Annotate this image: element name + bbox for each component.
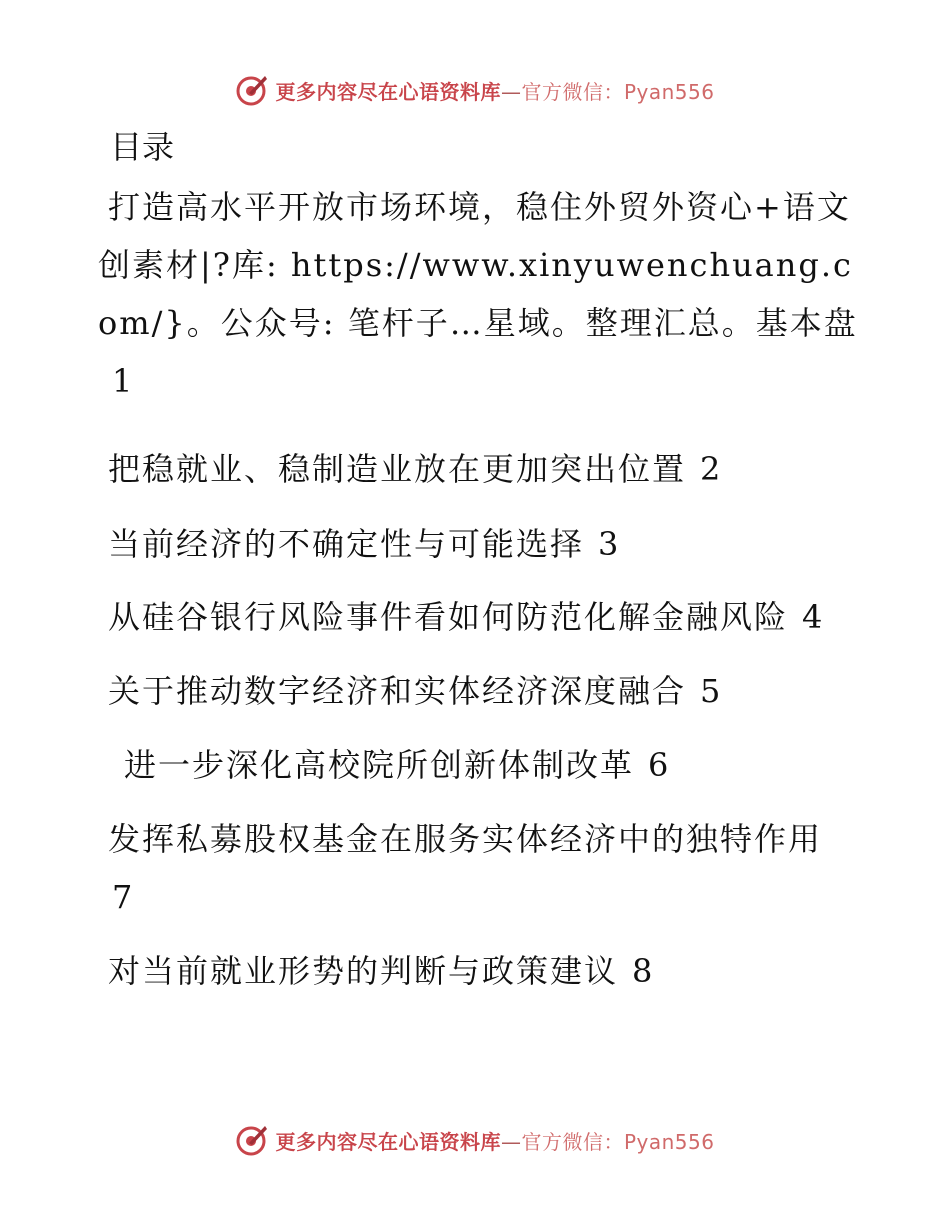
toc-entry-title: 关于推动数字经济和实体经济深度融合 (108, 672, 687, 710)
banner-text: 更多内容尽在心语资料库 (275, 1129, 501, 1154)
banner-text: 更多内容尽在心语资料库 (275, 79, 501, 104)
toc-entry[interactable] (98, 588, 868, 646)
toc-entry[interactable] (98, 662, 868, 720)
header-banner (0, 70, 950, 110)
quill-logo-icon (235, 73, 269, 107)
toc-entry-page: 4 (802, 598, 825, 636)
toc-entry[interactable] (98, 942, 868, 1000)
toc-entry-page: 6 (648, 746, 671, 784)
banner-dash: — (500, 79, 522, 104)
toc-entry-page: 3 (598, 525, 621, 563)
toc-entry[interactable] (114, 736, 884, 794)
toc-entry-title: 当前经济的不确定性与可能选择 (108, 525, 585, 563)
toc-entry-title: 进一步深化高校院所创新体制改革 (124, 746, 635, 784)
toc-entry-page: 5 (700, 672, 723, 710)
toc-entry-title: 从硅谷银行风险事件看如何防范化解金融风险 (108, 598, 789, 636)
toc-entry-page: 7 (112, 878, 135, 916)
toc-entry-title: 把稳就业、稳制造业放在更加突出位置 (108, 450, 687, 488)
toc-entry-title: 发挥私募股权基金在服务实体经济中的独特作用 (108, 820, 823, 858)
toc-entry-page: 2 (700, 450, 723, 488)
toc-entry-page: 1 (112, 362, 135, 400)
quill-logo-icon (235, 1123, 269, 1157)
toc-entry-title: 打造高水平开放市场环境，稳住外贸外资心+语文创素材|?库: https://www.xinyuwenchuang.com/}。公众号: 笔杆子…星域。整理汇总。基本盘 (98, 188, 858, 342)
toc-entry[interactable] (98, 810, 838, 926)
banner-dash: — (500, 1129, 522, 1154)
toc-entry[interactable] (98, 440, 868, 498)
footer-banner (0, 1120, 950, 1160)
toc-entry[interactable] (98, 178, 868, 410)
toc-entry-page: 8 (632, 952, 655, 990)
banner-wechat: 官方微信：Pyan556 (521, 1129, 715, 1154)
banner-wechat: 官方微信：Pyan556 (521, 79, 715, 104)
toc-entry[interactable] (98, 515, 868, 573)
toc-heading: 目录 (110, 128, 175, 166)
toc-entry-title: 对当前就业形势的判断与政策建议 (108, 952, 619, 990)
